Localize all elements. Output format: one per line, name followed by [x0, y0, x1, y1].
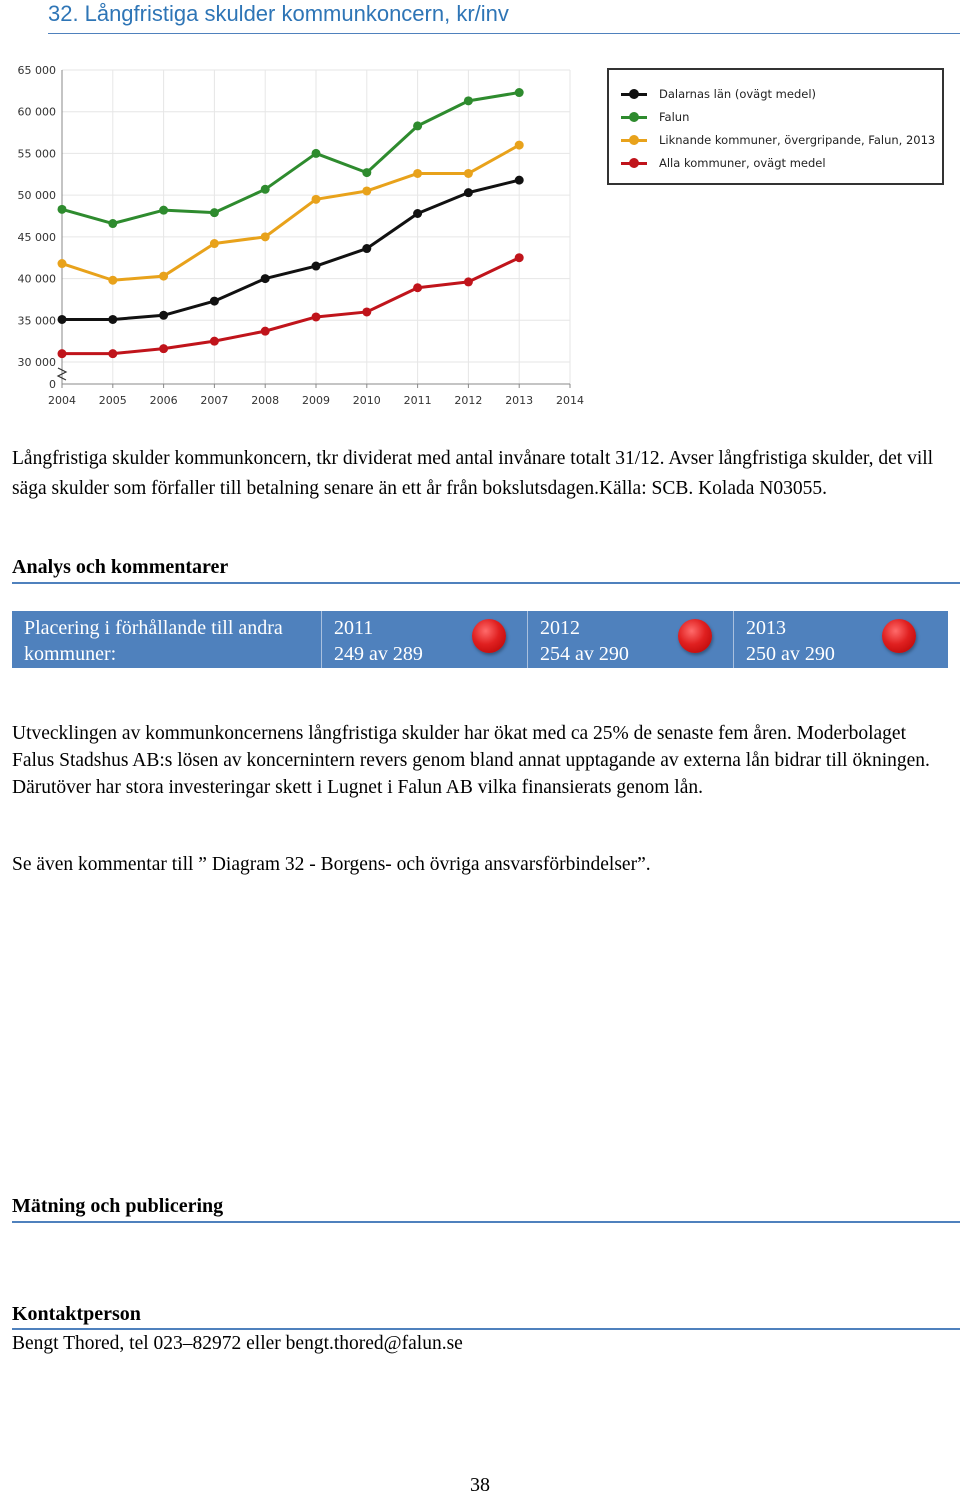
data-point — [58, 349, 67, 358]
data-point — [515, 141, 524, 150]
data-point — [464, 96, 473, 105]
ranking-year: 2011 — [334, 617, 374, 639]
y-tick-label: 60 000 — [17, 105, 56, 119]
chart-legend — [607, 68, 944, 185]
data-point — [515, 253, 524, 262]
data-point — [261, 232, 270, 241]
heading-number: 32. — [48, 1, 79, 26]
axis-break-icon — [58, 368, 66, 380]
data-point — [108, 276, 117, 285]
ranking-year: 2013 — [746, 617, 786, 639]
y-tick-label: 30 000 — [17, 356, 56, 369]
data-point — [210, 337, 219, 346]
data-point — [515, 176, 524, 185]
data-point — [210, 239, 219, 248]
x-tick-labels — [48, 394, 584, 407]
x-tick-label: 2013 — [505, 394, 534, 407]
page-number: 38 — [470, 1474, 490, 1496]
x-tick-label: 2007 — [200, 394, 229, 407]
legend-item-liknande — [621, 130, 935, 150]
ranking-value: 250 av 290 — [746, 643, 835, 665]
y-tick-label: 55 000 — [17, 147, 56, 161]
legend-label: Alla kommuner, ovägt medel — [659, 156, 826, 170]
data-point — [159, 206, 168, 215]
y-tick-label: 50 000 — [17, 189, 56, 203]
data-point — [312, 262, 321, 271]
chart-caption: Långfristiga skulder kommunkoncern, tkr dividerat med antal invånare totalt 31/12. Avser långfristiga skulder, det vill säga skulder som förfaller till betalning senare än ett år från bokslutsdagen.Källa: SCB. Kolada N03055. — [12, 448, 934, 499]
x-tick-label: 2005 — [98, 394, 127, 407]
data-point — [261, 274, 270, 283]
legend-swatch — [621, 107, 647, 127]
page-heading — [48, 0, 960, 34]
legend-swatch — [621, 84, 647, 104]
legend-item-dalarnas — [621, 84, 816, 104]
data-point — [159, 344, 168, 353]
measurement-divider — [12, 1221, 960, 1223]
ranking-value: 254 av 290 — [540, 643, 629, 665]
data-point — [210, 208, 219, 217]
ranking-label: Placering i förhållande till andra kommuner: — [12, 611, 322, 668]
y-tick-label: 45 000 — [17, 230, 56, 244]
legend-label: Falun — [659, 110, 690, 124]
status-dot-icon — [882, 619, 916, 653]
data-point — [210, 297, 219, 306]
data-point — [362, 307, 371, 316]
y-tick-label: 65 000 — [17, 64, 56, 77]
data-point — [413, 169, 422, 178]
ranking-2012 — [528, 611, 734, 668]
data-point — [58, 259, 67, 268]
legend-swatch — [621, 130, 647, 150]
legend-item-falun — [621, 107, 689, 127]
data-point — [413, 209, 422, 218]
chart-series — [58, 88, 524, 358]
x-tick-label: 2014 — [556, 394, 584, 407]
analysis-reference: Se även kommentar till ” Diagram 32 - Borgens- och övriga ansvarsförbindelser”. — [12, 854, 651, 875]
analysis-divider — [12, 582, 960, 584]
x-tick-label: 2012 — [454, 394, 483, 407]
legend-item-alla — [621, 153, 826, 173]
data-point — [464, 277, 473, 286]
data-point — [413, 283, 422, 292]
analysis-title: Analys och kommentarer — [12, 556, 229, 578]
ranking-value: 249 av 289 — [334, 643, 423, 665]
data-point — [464, 188, 473, 197]
legend-label: Liknande kommuner, övergripande, Falun, 2013 — [659, 133, 936, 147]
ranking-year: 2012 — [540, 617, 580, 639]
data-point — [108, 315, 117, 324]
data-point — [159, 272, 168, 281]
y-tick-label: 35 000 — [17, 314, 56, 328]
data-point — [58, 205, 67, 214]
data-point — [362, 168, 371, 177]
y-tick-label: 0 — [49, 378, 56, 391]
status-dot-icon — [678, 619, 712, 653]
data-point — [159, 311, 168, 320]
data-point — [464, 169, 473, 178]
series-line — [62, 145, 519, 280]
ranking-table — [12, 611, 948, 668]
data-point — [362, 244, 371, 253]
ranking-2011 — [322, 611, 528, 668]
data-point — [362, 186, 371, 195]
data-point — [261, 327, 270, 336]
measurement-title: Mätning och publicering — [12, 1195, 224, 1217]
chart-grid — [62, 70, 570, 384]
ranking-2013 — [734, 611, 948, 668]
x-tick-label: 2009 — [302, 394, 330, 407]
x-tick-label: 2011 — [403, 394, 432, 407]
y-tick-labels — [18, 64, 57, 391]
series-line — [62, 180, 519, 319]
x-tick-label: 2004 — [48, 394, 76, 407]
analysis-paragraph: Utvecklingen av kommunkoncernens långfristiga skulder har ökat med ca 25% de senaste fem åren. Moderbolaget Falus Stadshus AB:s lösen av koncernintern revers genom bland annat upptagande av externa lån bidrar till ökningen. Därutöver har stora investeringar skett i Lugnet i Falun AB vilka finansierats genom lån. — [12, 723, 930, 798]
data-point — [312, 312, 321, 321]
status-dot-icon — [472, 619, 506, 653]
line-chart — [0, 52, 600, 412]
legend-swatch — [621, 153, 647, 173]
x-tick-label: 2008 — [251, 394, 280, 407]
data-point — [515, 88, 524, 97]
contact-text: Bengt Thored, tel 023–82972 eller bengt.thored@falun.se — [12, 1333, 463, 1354]
x-tick-label: 2010 — [352, 394, 381, 407]
chart-axes — [58, 70, 570, 388]
data-point — [261, 185, 270, 194]
data-point — [413, 121, 422, 130]
data-point — [312, 195, 321, 204]
legend-label: Dalarnas län (ovägt medel) — [659, 87, 817, 101]
data-point — [108, 219, 117, 228]
heading-title: Långfristiga skulder kommunkoncern, kr/inv — [84, 1, 509, 26]
y-tick-label: 40 000 — [17, 272, 56, 286]
data-point — [108, 349, 117, 358]
data-point — [58, 315, 67, 324]
data-point — [312, 149, 321, 158]
contact-title: Kontaktperson — [12, 1303, 141, 1325]
x-tick-label: 2006 — [149, 394, 178, 407]
